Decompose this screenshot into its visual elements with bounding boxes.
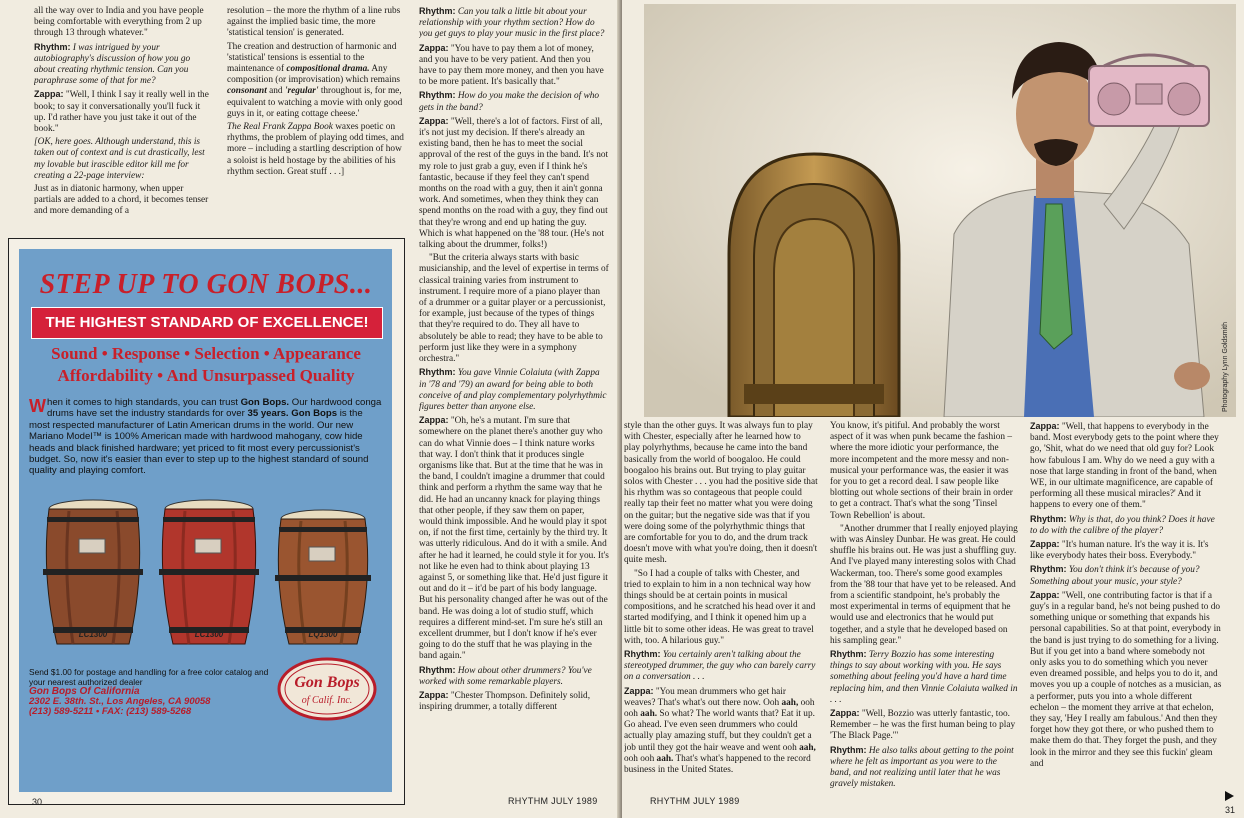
article-paragraph [830,421,1018,522]
speaker-label: Zappa: [1030,589,1060,600]
ad-body-1: hen it comes to high standards, you can trust [47,397,241,408]
speaker-label: Zappa: [1030,421,1060,431]
body-text: ooh ooh [624,697,815,720]
zappa-photograph [644,4,1236,417]
body-text: "Well, Bozzio was utterly fantastic, too. Remember – he was the first human being to play 'The Black Page.'" [830,709,1016,742]
article-paragraph [1030,514,1222,537]
question-text: [OK, here goes. Although understand, this is taken out of context and is cut drastically, lest my lovable but irascible editor kill me for creating a 22-page interview: [34,137,205,181]
ad-background [19,249,392,792]
speaker-label: Zappa: [419,42,449,53]
question-text: Can you talk a little bit about your relationship with your rhythm section? How do you get guys to play your music in the first place? [419,7,605,40]
body-text: Any composition (or improvisation) which remains [227,64,400,86]
bold-text: aah. [656,753,674,764]
article-paragraph [1030,539,1222,562]
question-text: Why is that, do you think? Does it have to do with the calibre of the player? [1030,514,1215,536]
article-paragraph [1030,590,1222,770]
speaker-label: Rhythm: [830,649,867,660]
ad-company-name: Gon Bops Of California [29,686,140,697]
body-text: "Well, one contributing factor is that if a guy's in a regular band, he's not being pushed to do something unique or something that expands his personal capabilities. So at that point, everybody in the band is just trying to do something for a living. But if you get into a band where somebody not only asks you to do something which you never even dreamed possible, and helps you to do it, and moves you up a couple of notches as a musician, as a performer, puts you into a whole different echelon – the moment they arrive at that echelon, they say, 'Hey I really am fabulous.' And then they forget how they got there, or who pushed them to make them do that. They forget the push, and they look in the mirror and they see this fuckin' gleam and [1030,590,1222,769]
body-text: So what? The world wants that? Eat it up. Go ahead. I've even seen drummers who could actually play amazing stuff, but they couldn't get a job until they got the hair weave and went ooh [624,709,815,753]
body-text: "But the criteria always starts with basic musicianship, and the level of expertise in terms of classical training varies from instrument to instrument. I require more of a piano player than of a drummer or a guitar player or a percussionist, for example, just because of the types of things that they're required to do. They all have to absolutely be able to read; they have to be able to perform just like they were in a symphony orchestra." [419,253,609,365]
body-text: The creation and destruction of harmonic and 'statistical' tensions is essential to the maintenance of [227,41,397,75]
speaker-label: Rhythm: [34,41,71,52]
page-number-left: 30 [32,797,43,807]
body-text: "Another drummer that I really enjoyed playing with was Ainsley Dunbar. He was great. He could shuffle his brains out. He was just a shuffling guy. And I've played many interesting solos with Chad Wackerman, too. There's some good examples from the '88 tour that have yet to be released. And from a scientific standpoint, he's probably the most experimental in terms of equipment that he would use and electronics that he would put together, and a style that he developed based on his sampling gear." [830,523,1018,646]
body-text: "Well, I think I say it really well in the book; to say it conversationally you'll fuck it up. I'd rather have you just take it out of the book." [34,90,209,135]
photo-credit: Photography Lynn Goldsmith [1222,321,1229,412]
article-paragraph [227,42,405,120]
logo-text-2: of Calif. Inc. [301,695,353,706]
body-text: "So I had a couple of talks with Chester, and tried to explain to him in a non technical way how things should be at certain points in musical compositions, and he scratched his head over it and started modifying, and I think it opened him up a little bit to some other ideas. He was great to travel with, too. A hilarious guy." [624,568,816,646]
bold-text: aah, [781,697,799,708]
body-text: "Well, that happens to everybody in the band. Most everybody gets to the point where they go, 'Shit, what do we need that old guy for? Look how fabulous I am. Why do we need a guy with a nose that large standing in front of the band, when WE, in our ultimate magnificence, are capable of performing all these musical miracles?' And it happens to every one of them." [1030,422,1219,511]
conga-drum-2-graphic [155,499,263,649]
speaker-label: Zappa: [1030,539,1060,550]
question-text: Terry Bozzio has some interesting things to say about working with you. He says something about feeling you'd have a hard time replacing him, and then Vinnie Colaiuta walked in . . . [830,650,1018,705]
ad-body-brand: Gon Bops. [240,397,290,408]
speaker-label: Zappa: [34,89,64,100]
question-text: The Real Frank Zappa Book [227,122,333,133]
article-paragraph [830,524,1018,647]
article-paragraph [34,137,210,182]
question-text: You gave Vinnie Colaiuta (with Zappa in '78 and '79) an award for being able to both conceive of and play complementary polyrhythmic figures better than anyone else. [419,368,607,412]
ad-body-years: 35 years. [247,408,289,420]
bold-text: aah. [640,709,658,720]
ad-banner: THE HIGHEST STANDARD OF EXCELLENCE! [31,307,383,339]
body-text: style than the other guys. It was always fun to play with Chester, especially after he learned how to play polyrhythms, because he came into the band basically from the world of boogaloo. He could boogaloo his brains out. But trying to play guitar solos with Chester . . . you had the positive side that his rhythm was so contageous that people could really tap their feet no matter what you were doing on the guitar; but the negative side was that if you were doing some of the polyrhythmic things that are comfortable for you to do, and the drum track doesn't move with what you're doing, then it doesn't quite mesh. [624,421,818,566]
body-text: throughout is, for me, equivalent to watching a movie with only good guys in it, or eating cottage cheese.' [227,86,403,119]
article-paragraph [419,90,609,113]
emphasis-text: 'regular' [284,86,319,97]
speaker-label: Zappa: [419,689,449,700]
conga-drum-1 [39,499,147,649]
body-text: and [269,86,283,97]
article-paragraph [419,367,609,413]
speaker-label: Zappa: [419,415,449,426]
speaker-label: Rhythm: [624,649,661,660]
article-paragraph [227,122,405,178]
speaker-label: Rhythm: [1030,513,1067,524]
footer-right: RHYTHM JULY 1989 [650,796,740,806]
left-column-2 [227,6,405,232]
body-text: all the way over to India and you have people being comfortable with everything from 2 up through 13 through whatever." [34,6,204,39]
body-text: "You mean drummers who get hair weaves? That's what's out there now. Ooh [624,686,786,708]
article-paragraph [624,649,818,684]
body-text: Just as in diatonic harmony, when upper partials are added to a chord, it becomes tenser and more demanding of a [34,184,209,217]
article-paragraph [624,421,818,567]
article-paragraph [419,116,609,251]
ad-address: 2302 E. 38th. St., Los Angeles, CA 90058 [29,696,211,707]
article-paragraph [34,42,210,88]
conga-drum-1-graphic [39,499,147,649]
logo-text-1: Gon Bops [294,674,360,691]
body-text: "Oh, he's a mutant. I'm sure that somewhere on the planet there's another guy who can do what Vinnie does – I think nature works that way. I don't think that it produces single organisms like that. But at the time that he was in the band, I couldn't imagine a drummer that could think and perform a rhythm the same way that he did. He had an uncanny knack for playing things that other people, if they saw them on paper, would think impossible. And he would play it spot on, if not the first time, certainly by the third try. It was utterly ridiculous. And do it with a smile. And after he had it learned, he could style it for you. It's not like he even had to think about playing 13 against 5, or something like that. He'd just figure it out and do it – it'd be part of his body language. But his personality changed after he was out of the band. He was doing a lot of studio stuff, which requires a different mind-set. I'm sure he's still an excellent drummer, but I don't know if he's ever going to do the stuff that he was playing in the band again." [419,416,609,662]
speaker-label: Rhythm: [419,367,456,378]
body-text: "Well, there's a lot of factors. First of all, it's not just my decision. If there's already an existing band, then he has to meet the social approval of the rest of the guys in the band. It's not my role to just grab a guy, even if I think he's fantastic, because if they feel they can't spend months on the road with a guy, then it ain't gonna work. And sometimes, when they think they can spend months on the road with a guy, they find out that they're wrong and end up hating the guy. Which is what happened on the '88 tour. (He's not talking about the drummer, folks!) [419,116,609,251]
article-paragraph [624,569,818,647]
article-paragraph [830,745,1018,791]
ad-body-4: is the most respected manufacturer of Latin American drums in the world. Our new Mariano Model™ is 100% American made with hardwood mahogany, cow hide heads and black finished hardware; yet priced to fit most every percussionist's budget. So, now it's easier than ever to step up to the highest standard of sound quality and playing comfort. [29,408,369,477]
left-page [0,0,620,818]
gon-bops-logo [277,657,377,721]
conga-drum-3-graphic [271,509,375,649]
ad-catalog-offer: Send $1.00 for postage and handling for a free color catalog and your nearest authorized dealer [29,667,269,687]
article-paragraph [34,89,210,135]
bold-text: aah, [799,742,816,753]
article-paragraph [34,184,210,218]
gon-bops-logo-graphic [277,657,377,721]
body-text: resolution – the more the rhythm of a line rubs against the implied basic time, the more 'statistical tension' is generated. [227,6,401,39]
article-paragraph [624,686,818,777]
conga-drums-illustration [39,479,379,649]
article-paragraph [419,6,609,41]
conga-drum-3 [271,509,375,649]
conga-drum-1-label: LC1300 [78,630,108,639]
question-text: You don't think it's because of you? Something about your music, your style? [1030,565,1200,587]
question-text: He also talks about getting to the point where he felt as important as you were to the band, and not realizing until later that he was gravely mistaken. [830,745,1014,790]
article-paragraph [419,665,609,688]
speaker-label: Zappa: [624,685,654,696]
page-number-right: 31 [1225,805,1236,815]
ad-features-line-2: Affordability • And Unsurpassed Quality [57,366,355,385]
question-text: How do you make the decision of who gets in the band? [419,91,600,113]
right-page [622,0,1244,818]
gon-bops-advertisement [8,238,405,805]
left-column-1 [34,6,210,232]
ad-body-2: Our hardwood conga drums have set the industry standards for over [47,397,382,420]
ad-contact-info [29,667,269,717]
body-text: "Chester Thompson. Definitely solid, inspiring drummer, a totally different [419,690,591,713]
ad-body-brand-2: Gon Bops [291,408,338,420]
ad-features [27,343,385,387]
emphasis-text: consonant [227,86,267,97]
speaker-label: Rhythm: [1030,564,1067,575]
ad-phone: (213) 589-5211 • FAX: (213) 589-5268 [29,706,192,717]
body-text: "You have to pay them a lot of money, and you have to be very patient. And then you have to pay them more money, and then you have to be more patient. It's basically that." [419,43,604,88]
ad-dropcap: W [29,396,46,416]
body-text: ooh ooh [624,753,655,764]
body-text: "It's human nature. It's the way it is. It's like everybody hates their boss. Everybody." [1030,540,1209,562]
conga-drum-2-label: LC1300 [194,630,224,639]
footer-left: RHYTHM JULY 1989 [508,796,598,806]
speaker-label: Rhythm: [419,664,456,675]
article-paragraph [419,415,609,662]
conga-drum-2 [155,499,263,649]
article-paragraph [419,43,609,89]
photo-graphic [644,4,1236,417]
ad-features-line-1: Sound • Response • Selection • Appearance [51,344,361,363]
speaker-label: Zappa: [830,708,860,719]
right-column-3 [1030,421,1222,801]
article-paragraph [1030,421,1222,512]
article-paragraph [34,6,210,40]
article-paragraph [419,690,609,713]
body-text: waxes poetic on rhythms, the problem of playing odd times, and more – including a startling description of how a soloist is held hostage by the abilities of his rhythm section. Great stuff . . .] [227,122,404,177]
ad-body-text [29,397,383,477]
ad-headline: STEP UP TO GON BOPS... [39,269,373,300]
body-text: You know, it's pitiful. And probably the worst aspect of it was when punk became the fashion – where the more idiotic your performance, the more incompetent and the more messy and non-musical your performance was, the easier it was for you to get a record deal. I saw people like blotting out whole sections of their brain in order to get a contract. That's what the song 'Tinsel Town Rebellion' is about. [830,421,1013,521]
article-paragraph [227,6,405,40]
article-paragraph [830,708,1018,743]
right-column-1 [624,421,818,791]
speaker-label: Rhythm: [419,6,456,16]
right-column-2 [830,421,1018,791]
question-text: You certainly aren't talking about the stereotyped drummer, the guy who can barely carry on a conversation . . . [624,650,816,683]
speaker-label: Zappa: [419,115,449,126]
article-paragraph [419,253,609,365]
conga-drum-3-label: LQ1300 [308,630,338,639]
speaker-label: Rhythm: [830,744,867,755]
question-text: I was intrigued by your autobiography's discussion of how you go about creating rhythmic tension. Can you paraphrase some of that for me? [34,42,191,87]
continue-arrow-icon [1225,791,1234,801]
article-paragraph [1030,564,1222,587]
article-paragraph [830,649,1018,706]
body-text: That's what's happened to the record business in the United States. [624,753,811,776]
left-column-3 [419,6,609,801]
question-text: How about other drummers? You've worked with some remarkable players. [419,665,592,687]
emphasis-text: compositional drama. [286,64,370,75]
speaker-label: Rhythm: [419,90,456,101]
